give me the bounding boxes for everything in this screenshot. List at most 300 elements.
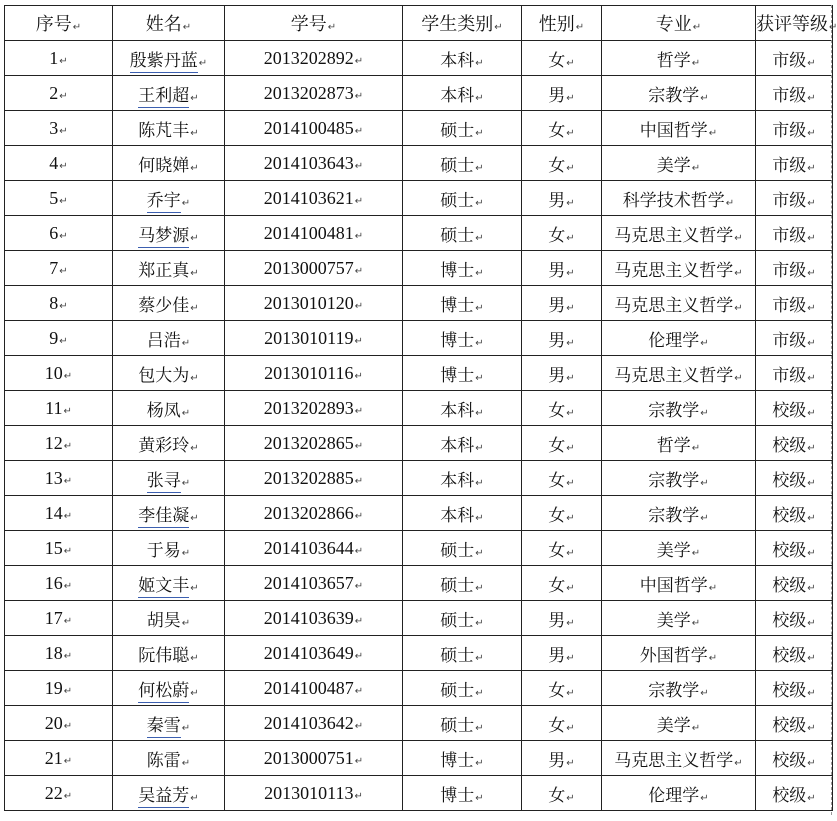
table-row (5, 566, 833, 601)
student-category-cell (403, 41, 522, 76)
paragraph-mark-icon: ↵ (692, 22, 702, 33)
student-category-cell (403, 216, 522, 251)
award-level-cell (756, 251, 833, 286)
paragraph-mark-icon: ↵ (63, 580, 73, 592)
student-id-cell (225, 671, 403, 706)
major-cell (602, 496, 756, 531)
paragraph-mark-icon: ↵ (566, 792, 575, 804)
row-number-cell-text: 2 (49, 82, 59, 103)
award-level-cell (756, 356, 833, 391)
paragraph-mark-icon: ↵ (475, 722, 484, 734)
paragraph-mark-icon: ↵ (181, 197, 191, 209)
student-id-cell-text: 2014103649 (263, 642, 354, 663)
paragraph-mark-icon: ↵ (566, 337, 575, 349)
paragraph-mark-icon: ↵ (691, 57, 701, 69)
student-category-cell (403, 391, 522, 426)
student-id-cell-text: 2014100481 (263, 222, 354, 243)
award-level-cell (756, 321, 833, 356)
student-category-cell-text: 本科 (440, 50, 475, 71)
gender-cell-text: 女 (548, 715, 566, 736)
paragraph-mark-icon: ↵ (566, 722, 575, 734)
student-name-cell-text: 何晓婵 (138, 155, 190, 176)
table-header-row (5, 6, 833, 41)
row-number-cell (5, 741, 113, 776)
student-name-cell-text: 张寻 (146, 470, 181, 491)
paragraph-mark-icon: ↵ (566, 652, 575, 664)
student-category-cell-text: 硕士 (440, 120, 475, 141)
student-name-cell (113, 531, 225, 566)
paragraph-mark-icon: ↵ (807, 407, 816, 419)
paragraph-mark-icon: ↵ (807, 57, 816, 69)
student-category-cell-text: 硕士 (440, 225, 475, 246)
gender-cell-text: 女 (548, 225, 566, 246)
student-name-cell-text: 阮伟聪 (138, 645, 190, 666)
paragraph-mark-icon: ↵ (354, 720, 364, 732)
gender-cell-text: 男 (548, 610, 566, 631)
major-cell (602, 636, 756, 671)
student-id-cell-text: 2013202893 (263, 397, 354, 418)
award-level-cell (756, 706, 833, 741)
paragraph-mark-icon: ↵ (475, 617, 484, 629)
paragraph-mark-icon: ↵ (700, 477, 709, 489)
student-category-cell (403, 356, 522, 391)
paragraph-mark-icon: ↵ (354, 90, 364, 102)
paragraph-mark-icon: ↵ (63, 720, 73, 732)
student-id-cell (225, 636, 403, 671)
student-category-cell (403, 741, 522, 776)
paragraph-mark-icon: ↵ (354, 580, 364, 592)
paragraph-mark-icon: ↵ (700, 407, 709, 419)
row-number-cell (5, 41, 113, 76)
student-name-cell-text: 姬文丰 (138, 575, 190, 596)
award-level-cell-text: 校级 (772, 715, 807, 736)
paragraph-mark-icon: ↵ (807, 617, 816, 629)
major-cell-text: 美学 (656, 155, 691, 176)
paragraph-mark-icon: ↵ (566, 687, 575, 699)
paragraph-mark-icon: ↵ (475, 197, 484, 209)
gender-cell (522, 41, 602, 76)
row-number-cell-text: 20 (44, 712, 63, 733)
paragraph-mark-icon: ↵ (63, 685, 73, 697)
paragraph-mark-icon: ↵ (725, 197, 735, 209)
gender-cell (522, 356, 602, 391)
paragraph-mark-icon: ↵ (354, 230, 364, 242)
paragraph-mark-icon: ↵ (475, 687, 484, 699)
student-name-cell-text: 何松蔚 (138, 680, 190, 701)
student-name-cell (113, 76, 225, 111)
gender-cell-text: 女 (548, 785, 566, 806)
student-category-cell (403, 111, 522, 146)
paragraph-mark-icon: ↵ (734, 372, 743, 384)
student-name-cell (113, 741, 225, 776)
table-row (5, 601, 833, 636)
table-row (5, 216, 833, 251)
student-category-cell (403, 636, 522, 671)
award-level-cell (756, 461, 833, 496)
student-id-cell (225, 496, 403, 531)
paragraph-mark-icon: ↵ (354, 405, 364, 417)
award-level-cell (756, 111, 833, 146)
student-name-cell (113, 41, 225, 76)
paragraph-mark-icon: ↵ (807, 302, 816, 314)
student-category-cell (403, 671, 522, 706)
student-category-cell-text: 硕士 (440, 715, 475, 736)
major-cell (602, 461, 756, 496)
paragraph-mark-icon: ↵ (327, 22, 337, 33)
award-level-cell (756, 566, 833, 601)
row-number-cell-text: 17 (44, 607, 63, 628)
paragraph-mark-icon: ↵ (354, 195, 364, 207)
row-number-cell (5, 321, 113, 356)
student-name-cell (113, 566, 225, 601)
major-cell-text: 宗教学 (648, 680, 700, 701)
table-row (5, 286, 833, 321)
header-label: 学号 (290, 14, 327, 35)
major-cell (602, 391, 756, 426)
award-level-cell-text: 市级 (772, 330, 807, 351)
gender-cell-text: 女 (548, 155, 566, 176)
paragraph-mark-icon: ↵ (354, 160, 364, 172)
student-name-cell (113, 461, 225, 496)
paragraph-mark-icon: ↵ (734, 302, 743, 314)
student-category-cell-text: 硕士 (440, 155, 475, 176)
paragraph-mark-icon: ↵ (59, 90, 68, 102)
award-level-cell (756, 496, 833, 531)
paragraph-mark-icon: ↵ (700, 687, 709, 699)
paragraph-mark-icon: ↵ (829, 22, 837, 33)
gender-cell-text: 女 (548, 680, 566, 701)
paragraph-mark-icon: ↵ (566, 232, 575, 244)
paragraph-mark-icon: ↵ (475, 232, 484, 244)
award-level-cell-text: 市级 (772, 365, 807, 386)
paragraph-mark-icon: ↵ (691, 442, 701, 454)
row-number-cell (5, 146, 113, 181)
paragraph-mark-icon: ↵ (807, 477, 816, 489)
paragraph-mark-icon: ↵ (807, 687, 816, 699)
paragraph-mark-icon: ↵ (691, 617, 701, 629)
student-id-cell-text: 2014100487 (263, 677, 354, 698)
award-level-cell-text: 校级 (772, 575, 807, 596)
paragraph-mark-icon: ↵ (475, 407, 484, 419)
header-label: 序号 (35, 14, 72, 35)
paragraph-mark-icon: ↵ (566, 127, 575, 139)
paragraph-mark-icon: ↵ (354, 440, 364, 452)
student-id-cell-text: 2014103644 (263, 537, 354, 558)
paragraph-mark-icon: ↵ (734, 267, 743, 279)
table-row (5, 181, 833, 216)
gender-cell-text: 男 (548, 295, 566, 316)
major-cell-text: 马克思主义哲学 (614, 750, 734, 771)
award-level-cell-text: 校级 (772, 785, 807, 806)
student-id-cell (225, 76, 403, 111)
award-level-cell (756, 76, 833, 111)
major-cell-text: 马克思主义哲学 (614, 365, 734, 386)
paragraph-mark-icon: ↵ (198, 57, 208, 69)
paragraph-mark-icon: ↵ (475, 162, 484, 174)
student-category-cell-text: 本科 (440, 505, 475, 526)
paragraph-mark-icon: ↵ (475, 127, 484, 139)
paragraph-mark-icon: ↵ (475, 582, 484, 594)
paragraph-mark-icon: ↵ (700, 792, 709, 804)
student-name-cell (113, 111, 225, 146)
paragraph-mark-icon: ↵ (59, 300, 68, 312)
gender-cell-text: 女 (548, 575, 566, 596)
document-page (4, 5, 837, 811)
student-name-cell (113, 286, 225, 321)
table-body (5, 41, 833, 811)
paragraph-mark-icon: ↵ (354, 755, 364, 767)
student-id-cell-text: 2013000751 (263, 747, 354, 768)
student-id-cell (225, 566, 403, 601)
paragraph-mark-icon: ↵ (807, 547, 816, 559)
major-cell-text: 马克思主义哲学 (614, 295, 734, 316)
award-level-cell (756, 531, 833, 566)
gender-cell (522, 496, 602, 531)
major-cell (602, 566, 756, 601)
award-level-cell-text: 市级 (772, 120, 807, 141)
header-label: 专业 (655, 14, 692, 35)
student-name-cell (113, 601, 225, 636)
paragraph-mark-icon: ↵ (807, 127, 816, 139)
paragraph-mark-icon: ↵ (63, 615, 73, 627)
paragraph-mark-icon: ↵ (182, 22, 192, 33)
student-id-cell (225, 111, 403, 146)
paragraph-mark-icon: ↵ (807, 197, 816, 209)
student-id-cell (225, 391, 403, 426)
student-id-cell (225, 741, 403, 776)
major-cell-text: 哲学 (656, 50, 691, 71)
major-cell-text: 宗教学 (648, 470, 700, 491)
major-cell-text: 宗教学 (648, 505, 700, 526)
paragraph-mark-icon: ↵ (566, 617, 575, 629)
gender-cell (522, 671, 602, 706)
row-number-cell (5, 391, 113, 426)
student-category-cell-text: 博士 (440, 365, 475, 386)
paragraph-mark-icon: ↵ (475, 267, 484, 279)
award-level-cell-text: 市级 (772, 155, 807, 176)
paragraph-mark-icon: ↵ (63, 440, 73, 452)
student-category-cell-text: 硕士 (440, 575, 475, 596)
table-row (5, 741, 833, 776)
paragraph-mark-icon: ↵ (63, 790, 73, 802)
student-name-cell (113, 706, 225, 741)
row-number-cell-text: 16 (44, 572, 63, 593)
paragraph-mark-icon: ↵ (181, 757, 191, 769)
gender-cell (522, 636, 602, 671)
student-category-cell (403, 181, 522, 216)
award-level-cell-text: 校级 (772, 645, 807, 666)
major-cell (602, 41, 756, 76)
student-category-cell-text: 硕士 (440, 645, 475, 666)
table-row (5, 111, 833, 146)
paragraph-mark-icon: ↵ (807, 337, 816, 349)
row-number-cell (5, 76, 113, 111)
award-level-cell-text: 市级 (772, 50, 807, 71)
paragraph-mark-icon: ↵ (475, 757, 484, 769)
gender-cell (522, 251, 602, 286)
row-number-cell-text: 3 (49, 117, 59, 138)
gender-cell-text: 男 (548, 645, 566, 666)
header-label: 学生类别 (421, 14, 494, 35)
paragraph-mark-icon: ↵ (575, 22, 585, 33)
award-level-cell-text: 市级 (772, 260, 807, 281)
row-number-cell-text: 7 (49, 257, 59, 278)
gender-cell (522, 146, 602, 181)
row-number-cell (5, 636, 113, 671)
paragraph-mark-icon: ↵ (59, 230, 68, 242)
paragraph-mark-icon: ↵ (190, 687, 199, 699)
gender-cell (522, 216, 602, 251)
major-cell-text: 美学 (656, 715, 691, 736)
paragraph-mark-icon: ↵ (181, 722, 191, 734)
row-number-cell-text: 14 (44, 502, 63, 523)
paragraph-mark-icon: ↵ (354, 685, 364, 697)
student-id-cell-text: 2014103621 (263, 187, 354, 208)
award-level-cell (756, 391, 833, 426)
paragraph-mark-icon: ↵ (354, 55, 364, 67)
row-number-cell-text: 13 (44, 467, 63, 488)
student-name-cell (113, 181, 225, 216)
paragraph-mark-icon: ↵ (494, 22, 503, 33)
student-category-cell-text: 本科 (440, 400, 475, 421)
student-id-cell (225, 776, 403, 811)
gender-cell-text: 女 (548, 400, 566, 421)
paragraph-mark-icon: ↵ (190, 372, 199, 384)
student-name-cell-text: 马梦源 (138, 225, 190, 246)
major-cell-text: 中国哲学 (639, 575, 708, 596)
paragraph-mark-icon: ↵ (59, 335, 68, 347)
paragraph-mark-icon: ↵ (63, 475, 73, 487)
paragraph-mark-icon: ↵ (691, 547, 701, 559)
student-category-cell (403, 461, 522, 496)
paragraph-mark-icon: ↵ (807, 442, 816, 454)
student-category-cell (403, 776, 522, 811)
paragraph-mark-icon: ↵ (181, 407, 191, 419)
paragraph-mark-icon: ↵ (807, 652, 816, 664)
student-name-cell (113, 321, 225, 356)
header-label: 姓名 (145, 14, 182, 35)
student-name-cell-text: 吕浩 (146, 330, 181, 351)
paragraph-mark-icon: ↵ (807, 92, 816, 104)
paragraph-mark-icon: ↵ (190, 512, 199, 524)
header-cell (403, 6, 522, 41)
row-number-cell-text: 21 (44, 747, 63, 768)
header-label: 获评等级 (756, 14, 828, 35)
student-category-cell (403, 706, 522, 741)
paragraph-mark-icon: ↵ (354, 335, 363, 347)
student-name-cell-text: 郑正真 (138, 260, 190, 281)
paragraph-mark-icon: ↵ (59, 195, 68, 207)
student-id-cell-text: 2014103643 (263, 152, 354, 173)
table-row (5, 461, 833, 496)
student-id-cell-text: 2013010116 (264, 362, 354, 383)
paragraph-mark-icon: ↵ (475, 302, 484, 314)
row-number-cell-text: 18 (44, 642, 63, 663)
award-level-cell-text: 市级 (772, 225, 807, 246)
row-number-cell (5, 216, 113, 251)
table-row (5, 636, 833, 671)
student-id-cell-text: 2013202892 (263, 47, 354, 68)
student-category-cell-text: 博士 (440, 260, 475, 281)
row-number-cell-text: 15 (44, 537, 63, 558)
student-id-cell-text: 2013010113 (264, 782, 354, 803)
paragraph-mark-icon: ↵ (63, 405, 72, 417)
major-cell-text: 科学技术哲学 (622, 190, 725, 211)
paragraph-mark-icon: ↵ (691, 722, 701, 734)
paragraph-mark-icon: ↵ (734, 232, 743, 244)
row-number-cell (5, 706, 113, 741)
row-number-cell-text: 9 (49, 327, 59, 348)
paragraph-mark-icon: ↵ (475, 792, 484, 804)
student-name-cell (113, 671, 225, 706)
row-number-cell (5, 181, 113, 216)
paragraph-mark-icon: ↵ (181, 337, 191, 349)
student-category-cell (403, 496, 522, 531)
award-level-cell-text: 校级 (772, 435, 807, 456)
student-category-cell-text: 硕士 (440, 680, 475, 701)
paragraph-mark-icon: ↵ (807, 162, 816, 174)
paragraph-mark-icon: ↵ (807, 267, 816, 279)
paragraph-mark-icon: ↵ (354, 510, 364, 522)
paragraph-mark-icon: ↵ (354, 265, 364, 277)
paragraph-mark-icon: ↵ (807, 512, 816, 524)
gender-cell (522, 286, 602, 321)
table-row (5, 496, 833, 531)
paragraph-mark-icon: ↵ (566, 407, 575, 419)
gender-cell (522, 426, 602, 461)
row-number-cell (5, 111, 113, 146)
paragraph-mark-icon: ↵ (734, 757, 743, 769)
row-number-cell-text: 1 (49, 47, 59, 68)
major-cell (602, 601, 756, 636)
student-name-cell (113, 776, 225, 811)
major-cell-text: 伦理学 (648, 785, 700, 806)
major-cell (602, 286, 756, 321)
paragraph-mark-icon: ↵ (354, 370, 363, 382)
student-id-cell (225, 706, 403, 741)
row-number-cell-text: 11 (45, 397, 63, 418)
table-row (5, 426, 833, 461)
paragraph-mark-icon: ↵ (63, 755, 73, 767)
header-cell (522, 6, 602, 41)
row-number-cell (5, 566, 113, 601)
row-number-cell-text: 10 (44, 362, 63, 383)
gender-cell-text: 女 (548, 470, 566, 491)
table-row (5, 76, 833, 111)
student-id-cell-text: 2013010120 (263, 292, 354, 313)
student-id-cell-text: 2014103642 (263, 712, 354, 733)
paragraph-mark-icon: ↵ (807, 232, 816, 244)
table-row (5, 356, 833, 391)
student-id-cell-text: 2014100485 (263, 117, 354, 138)
award-level-cell (756, 741, 833, 776)
award-level-cell-text: 校级 (772, 610, 807, 631)
award-level-cell-text: 校级 (772, 750, 807, 771)
paragraph-mark-icon: ↵ (59, 125, 68, 137)
student-category-cell-text: 本科 (440, 470, 475, 491)
student-category-cell (403, 286, 522, 321)
major-cell (602, 356, 756, 391)
student-name-cell-text: 黄彩玲 (138, 435, 190, 456)
student-id-cell (225, 216, 403, 251)
gender-cell (522, 741, 602, 776)
gender-cell-text: 男 (548, 330, 566, 351)
paragraph-mark-icon: ↵ (190, 652, 199, 664)
paragraph-mark-icon: ↵ (63, 650, 73, 662)
student-name-cell (113, 216, 225, 251)
paragraph-mark-icon: ↵ (354, 615, 364, 627)
paragraph-mark-icon: ↵ (63, 370, 73, 382)
